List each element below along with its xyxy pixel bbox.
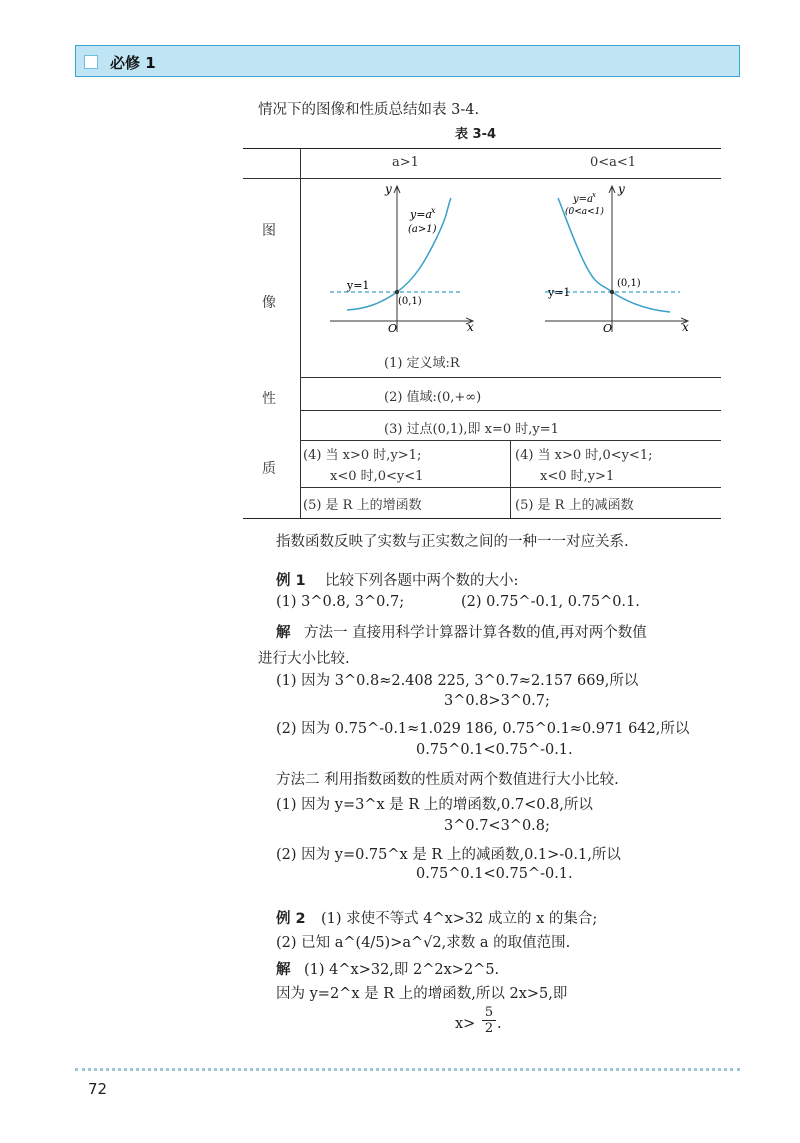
graph1-x-axis-label: x (467, 320, 474, 334)
prop4-decreasing-line1: (4) 当 x>0 时,0<y<1; (515, 448, 653, 463)
prop4-increasing-line1: (4) 当 x>0 时,y>1; (303, 448, 422, 463)
footer-dotted-rule (75, 1068, 740, 1071)
chapter-header-bar (75, 45, 740, 77)
example1-text: 比较下列各题中两个数的大小: (325, 573, 519, 589)
method2-line2: (2) 因为 y=0.75^x 是 R 上的减函数,0.1>-0.1,所以 (276, 847, 621, 863)
method1-line1: (1) 因为 3^0.8≈2.408 225, 3^0.7≈2.157 669,所以 (276, 673, 639, 689)
prop5-increasing: (5) 是 R 上的增函数 (303, 498, 422, 513)
side-label-xing: 性 (262, 391, 276, 407)
prop5-decreasing: (5) 是 R 上的减函数 (515, 498, 634, 513)
graph2-point-label: (0,1) (617, 278, 641, 289)
solution2-line1: (1) 4^x>32,即 2^2x>2^5. (304, 962, 500, 978)
table-caption: 表 3-4 (455, 127, 497, 142)
method2-text: 方法二 利用指数函数的性质对两个数值进行大小比较. (276, 772, 619, 788)
page-number: 72 (88, 1080, 108, 1098)
row-rule-2 (300, 410, 721, 411)
table-header-rule (243, 178, 721, 179)
side-label-xiang: 像 (262, 295, 276, 311)
example2-q2: (2) 已知 a^(4/5)>a^√2,求数 a 的取值范围. (276, 935, 571, 951)
graph-decreasing-exponential (540, 182, 720, 337)
method2-line1: (1) 因为 y=3^x 是 R 上的增函数,0.7<0.8,所以 (276, 797, 593, 813)
graph2-hline-label: y=1 (548, 286, 571, 299)
table-left-divider (300, 148, 301, 518)
prop-fixed-point: (3) 过点(0,1),即 x=0 时,y=1 (384, 422, 559, 437)
col-header-a-lt-1: 0<a<1 (590, 155, 637, 170)
table-bottom-rule (243, 518, 721, 519)
header-square-icon (84, 55, 98, 69)
graph1-point-label: (0,1) (398, 296, 422, 307)
intro-text: 情况下的图像和性质总结如表 3-4. (258, 102, 480, 118)
graph2-x-axis-label: x (682, 320, 689, 334)
side-label-zhi: 质 (262, 461, 276, 477)
graph2-origin-label: O (603, 322, 613, 335)
solution2-label: 解 (276, 962, 291, 978)
fraction-numerator: 5 (484, 1005, 494, 1020)
solution2-result-lhs: x> (455, 1016, 476, 1032)
example1-q2: (2) 0.75^-0.1, 0.75^0.1. (461, 594, 640, 610)
graph2-y-axis-label: y (618, 182, 625, 196)
solution2-line2: 因为 y=2^x 是 R 上的增函数,所以 2x>5,即 (276, 986, 568, 1002)
graph1-hline-label: y=1 (347, 279, 370, 292)
summary-text: 指数函数反映了实数与正实数之间的一种一一对应关系. (276, 534, 629, 550)
method2-result2: 0.75^0.1<0.75^-0.1. (416, 866, 573, 882)
table-mid-divider (510, 440, 511, 518)
graph2-func-exp: x (592, 191, 596, 199)
row-rule-1 (300, 377, 721, 378)
side-label-tu: 图 (262, 223, 276, 239)
prop-range: (2) 值域:(0,+∞) (384, 390, 482, 405)
graph1-func-exp: x (431, 206, 436, 215)
graph2-func-label: y=a (573, 194, 593, 205)
solution1-label: 解 (276, 625, 291, 641)
solution2-fraction (482, 1005, 496, 1036)
col-header-a-gt-1: a>1 (392, 155, 419, 170)
graph1-func-label: y=a (410, 208, 432, 221)
graph2-condition: (0<a<1) (565, 207, 604, 217)
method1-result2: 0.75^0.1<0.75^-0.1. (416, 742, 573, 758)
method1-result1: 3^0.8>3^0.7; (444, 693, 550, 709)
method1-line2: (2) 因为 0.75^-0.1≈1.029 186, 0.75^0.1≈0.971 642,所以 (276, 721, 690, 737)
prop-domain: (1) 定义域:R (384, 356, 460, 371)
example1-label: 例 1 (276, 573, 306, 589)
method1-cont: 进行大小比较. (258, 651, 350, 667)
example2-label: 例 2 (276, 911, 306, 927)
example1-q1: (1) 3^0.8, 3^0.7; (276, 594, 405, 610)
prop4-decreasing-line2: x<0 时,y>1 (540, 469, 615, 484)
graph1-origin-label: O (388, 322, 398, 335)
prop4-increasing-line2: x<0 时,0<y<1 (330, 469, 424, 484)
method2-result1: 3^0.7<3^0.8; (444, 818, 550, 834)
chapter-title: 必修 1 (110, 54, 156, 72)
graph-increasing-exponential (325, 182, 505, 337)
fraction-denominator: 2 (484, 1021, 494, 1036)
solution2-end-period: . (497, 1016, 502, 1032)
graph1-y-axis-label: y (385, 182, 392, 196)
method1-text: 方法一 直接用科学计算器计算各数的值,再对两个数值 (304, 625, 647, 641)
table-top-rule (243, 148, 721, 149)
graph1-condition: (a>1) (408, 224, 437, 235)
example2-q1: (1) 求使不等式 4^x>32 成立的 x 的集合; (321, 911, 598, 927)
